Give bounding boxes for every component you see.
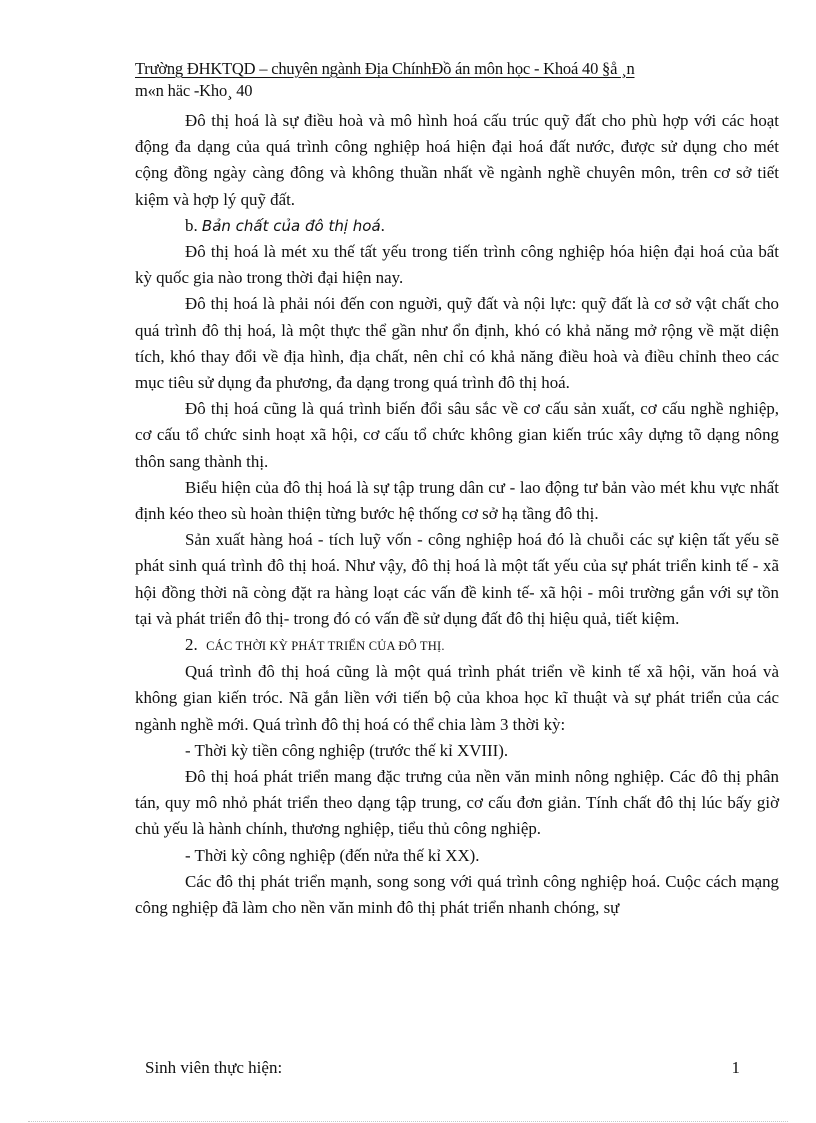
- page-footer: [145, 1057, 740, 1079]
- footer-student-label: Sinh viên thực hiện:: [145, 1058, 283, 1077]
- subheading-title: Bản chất của đô thị hoá: [201, 216, 381, 235]
- header-line-2: m«n häc -Kho¸ 40: [135, 81, 253, 100]
- paragraph: Sản xuất hàng hoá - tích luỹ vốn - công nghiệp hoá đó là chuỗi các sự kiện tất yếu sẽ phát sinh quá trình đô thị hoá. Như vậy, đô thị hoá là một tất yếu của sự phát triển kinh tế - xã hội đồng thời nã còng đặt ra hàng loạt các vấn đề kinh tế- xã hội - môi trường gắn với sự tồn tại và phát triển đô thị- trong đó có vấn đề sử dụng đất đô thị hiệu quả, tiết kiệm.: [135, 530, 779, 628]
- subheading-b: [135, 213, 779, 239]
- paragraph: Đô thị hoá là sự điều hoà và mô hình hoá cấu trúc quỹ đất cho phù hợp với các hoạt động đa dạng của quá trình công nghiệp hoá hiện đại hoá đất nước, được sử dụng cho mét cộng đồng ngày càng đông và không thuần nhất về ngành nghề chuyên môn, trên cơ sở tiết kiệm và hợp lý quỹ đất.: [135, 111, 779, 209]
- subheading-dot: .: [380, 215, 385, 235]
- paragraph: Đô thị hoá là mét xu thế tất yếu trong tiến trình công nghiệp hóa hiện đại hoá của bất kỳ quốc gia nào trong thời đại hiện nay.: [135, 242, 779, 288]
- page-bottom-divider: [28, 1121, 788, 1122]
- section-number: 2.: [185, 635, 198, 655]
- subheading-letter: b.: [185, 215, 198, 235]
- document-body: [135, 108, 779, 921]
- header-line-1: Trường ĐHKTQD – chuyên ngành Địa ChínhĐồ án môn học - Khoá 40 §å ¸n: [135, 59, 635, 78]
- paragraph: Biểu hiện của đô thị hoá là sự tập trung dân cư - lao động tư bản vào mét khu vực nhất định kéo theo sù hoàn thiện từng bước hệ thống cơ sở hạ tầng đô thị.: [135, 477, 779, 524]
- paragraph: Đô thị hoá phát triển mang đặc trưng của nền văn minh nông nghiệp. Các đô thị phân tán, quy mô nhỏ phát triển theo dạng tập trung, cơ cấu đơn giản. Tính chất đô thị lúc bấy giờ chủ yếu là hành chính, thương nghiệp, tiểu thủ công nghiệp.: [135, 767, 779, 839]
- paragraph: Quá trình đô thị hoá cũng là một quá trình phát triển về kinh tế xã hội, văn hoá và không gian kiến tróc. Nã gắn liền với tiến bộ của khoa học kĩ thuật và sự phát triển của các ngành nghề mới. Quá trình đô thị hoá có thể chia làm 3 thời kỳ:: [135, 662, 779, 734]
- paragraph: Các đô thị phát triển mạnh, song song với quá trình công nghiệp hoá. Cuộc cách mạng công nghiệp đã làm cho nền văn minh đô thị phát triển nhanh chóng, sự: [135, 871, 779, 918]
- paragraph: Đô thị hoá cũng là quá trình biến đổi sâu sắc về cơ cấu sản xuất, cơ cấu nghề nghiệp, cơ cấu tổ chức sinh hoạt xã hội, cơ cấu tổ chức không gian kiến trúc xây dựng tõ dạng nông thôn sang thành thị.: [135, 399, 779, 471]
- paragraph: - Thời kỳ tiền công nghiệp (trước thế kỉ XVIII).: [185, 740, 509, 760]
- paragraph: - Thời kỳ công nghiệp (đến nửa thế kỉ XX).: [185, 845, 480, 865]
- section-title: CÁC THỜI KỲ PHÁT TRIỂN CỦA ĐÔ THỊ.: [206, 639, 445, 654]
- page-header: [135, 58, 775, 102]
- paragraph: Đô thị hoá là phải nói đến con nguời, quỹ đất và nội lực: quỹ đất là cơ sở vật chất cho quá trình đô thị hoá, là một thực thể gần như ổn định, khó có khả năng mở rộng về mặt diện tích, khó thay đổi về địa hình, địa chất, nên chỉ có khả năng điều hoà và điều chỉnh theo các mục tiêu sử dụng đa phương, đa dạng trong quá trình đô thị hoá.: [135, 294, 779, 393]
- section-heading-2: [135, 632, 779, 659]
- footer-page-number: 1: [731, 1058, 740, 1077]
